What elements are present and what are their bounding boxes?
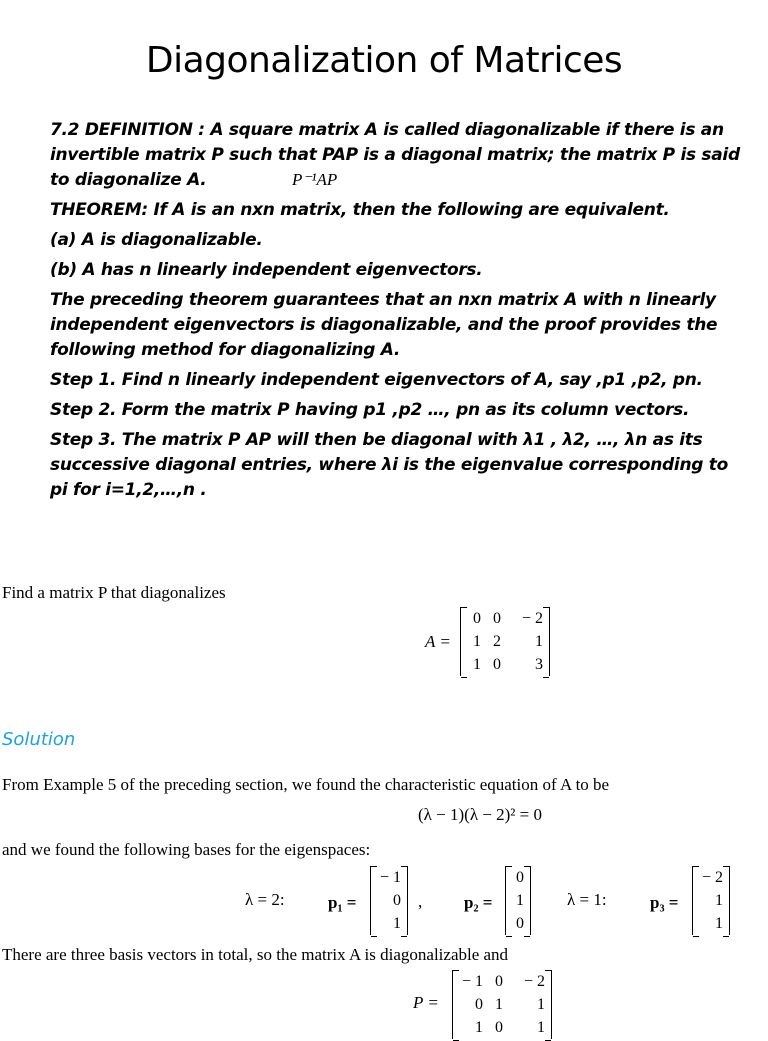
- matrix-entry: 1: [475, 1019, 483, 1036]
- matrix-entry: 1: [537, 996, 545, 1013]
- solution-text-1: From Example 5 of the preceding section, we found the characteristic equation of A to be: [2, 775, 610, 794]
- matrix-entry: 0: [393, 892, 401, 909]
- step-2: Step 2. Form the matrix P having p1 ,p2 …, pn as its column vectors.: [50, 400, 690, 420]
- page-title: Diagonalization of Matrices: [145, 40, 623, 81]
- item-a: (a) A is diagonalizable.: [50, 230, 263, 250]
- matrix-entry: 1: [495, 996, 503, 1013]
- matrix-entry: 1: [393, 915, 401, 932]
- matrix-entry: 1: [516, 892, 524, 909]
- definition-line: 7.2 DEFINITION : A square matrix A is called diagonalizable if there is an invertible matrix P such that PAP is a diagonal matrix; the matrix P is said to diagonalize A.: [50, 120, 740, 190]
- solution-text-3: There are three basis vectors in total, so the matrix A is diagonalizable and: [2, 945, 509, 964]
- matrix-entry: 0: [495, 973, 503, 990]
- matrix-entry: − 1: [461, 973, 483, 990]
- matrix-entry: 1: [473, 656, 481, 673]
- matrix-entry: 0: [473, 610, 481, 627]
- vector-p3: [692, 866, 730, 935]
- matrix-entry: 0: [516, 915, 524, 932]
- matrix-entry: − 2: [521, 610, 543, 627]
- matrix-entry: 3: [535, 656, 543, 673]
- p2-label: p₂ =: [464, 893, 493, 912]
- step-1: Step 1. Find n linearly independent eigenvectors of A, say ,p1 ,p2, pn.: [50, 370, 703, 390]
- matrix-entry: − 2: [523, 973, 545, 990]
- comma: ,: [418, 892, 423, 911]
- matrix-p-label: P =: [413, 993, 439, 1012]
- p1-label: p₁ =: [328, 893, 357, 912]
- example-prompt: Find a matrix P that diagonalizes: [2, 583, 226, 602]
- inverse-formula: P⁻¹AP: [292, 170, 338, 189]
- matrix-entry: 1: [473, 633, 481, 650]
- p3-label: p₃ =: [650, 893, 679, 912]
- characteristic-equation: (λ − 1)(λ − 2)² = 0: [418, 805, 542, 824]
- matrix-entry: 1: [535, 633, 543, 650]
- lambda-2-label: λ = 2:: [245, 890, 285, 909]
- solution-heading: Solution: [2, 729, 76, 750]
- matrix-p: [452, 970, 552, 1039]
- matrix-entry: 0: [493, 656, 501, 673]
- matrix-entry: 2: [493, 633, 501, 650]
- item-b: (b) A has n linearly independent eigenvectors.: [50, 260, 483, 280]
- definition-text: [50, 118, 740, 193]
- lambda-1-label: λ = 1:: [567, 890, 607, 909]
- matrix-entry: − 2: [701, 869, 723, 886]
- preceding-text: The preceding theorem guarantees that an nxn matrix A with n linearly independent eigenvectors is diagonalizable, and the proof provides the following method for diagonalizing A.: [50, 290, 718, 360]
- matrix-entry: − 1: [379, 869, 401, 886]
- matrix-a: [460, 607, 550, 676]
- step-3: Step 3. The matrix P AP will then be diagonal with λ1 , λ2, …, λn as its successive diagonal entries, where λi is the eigenvalue corresponding to pi for i=1,2,…,n .: [50, 430, 728, 500]
- matrix-entry: 0: [516, 869, 524, 886]
- matrix-entry: 1: [715, 915, 723, 932]
- solution-text-2: and we found the following bases for the eigenspaces:: [2, 840, 371, 859]
- theorem-text: THEOREM: If A is an nxn matrix, then the following are equivalent.: [50, 200, 670, 220]
- vector-p1: [370, 866, 408, 935]
- matrix-entry: 1: [537, 1019, 545, 1036]
- matrix-a-label: A =: [425, 632, 451, 651]
- matrix-entry: 0: [475, 996, 483, 1013]
- vector-p2: [505, 866, 531, 935]
- matrix-entry: 0: [493, 610, 501, 627]
- matrix-entry: 1: [715, 892, 723, 909]
- matrix-entry: 0: [495, 1019, 503, 1036]
- definition-block: [50, 118, 740, 508]
